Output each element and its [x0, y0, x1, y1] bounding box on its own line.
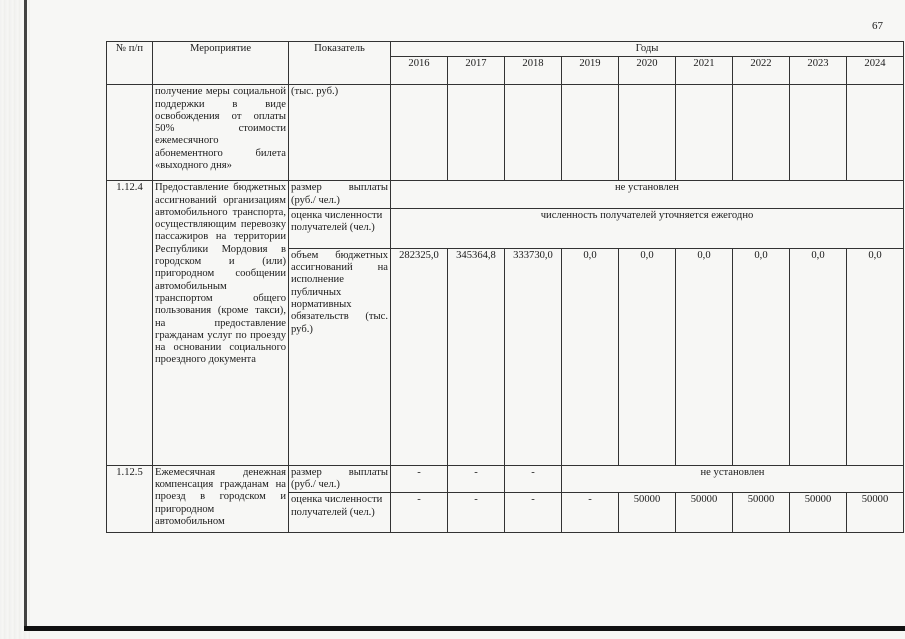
year-2020: 2020: [619, 57, 676, 85]
row-1124-2016: 282325,0: [391, 248, 448, 465]
table-row: [107, 85, 904, 181]
row-1124-2019: 0,0: [562, 248, 619, 465]
row-1125-event: Ежемесячная денежная компенсация гражданам на проезд в городском и пригородном автомобильном: [153, 465, 289, 533]
row-1124-ind3: объем бюджетных ассигнований на исполнение публичных нормативных обязательств (тыс. руб.): [289, 248, 391, 465]
row-1125-val1: не установлен: [562, 465, 904, 493]
row-1125-v2022: 50000: [733, 493, 790, 533]
header-num: № п/п: [107, 42, 153, 85]
header-event: Мероприятие: [153, 42, 289, 85]
scan-border-left: [24, 0, 27, 631]
year-2021: 2021: [676, 57, 733, 85]
row-1125-num: 1.12.5: [107, 465, 153, 533]
year-2022: 2022: [733, 57, 790, 85]
row-1124-ind1: размер выплаты (руб./ чел.): [289, 181, 391, 209]
row-1125-v2020: 50000: [619, 493, 676, 533]
row-1124-ind2: оценка численности получателей (чел.): [289, 208, 391, 248]
row-1125-v2024: 50000: [847, 493, 904, 533]
year-2023: 2023: [790, 57, 847, 85]
year-2016: 2016: [391, 57, 448, 85]
year-2019: 2019: [562, 57, 619, 85]
row-1125-2017: -: [448, 465, 505, 493]
scan-border-bottom: [24, 626, 905, 631]
row-1124-num: 1.12.4: [107, 181, 153, 466]
page-number: 67: [872, 20, 883, 32]
row-1125-v2018: -: [505, 493, 562, 533]
row-1125-ind2: оценка численности получателей (чел.): [289, 493, 391, 533]
row-1124-2021: 0,0: [676, 248, 733, 465]
row-1125-v2016: -: [391, 493, 448, 533]
cont-indicator: (тыс. руб.): [289, 85, 391, 181]
row-1124-event: Предоставление бюджетных ассигнований организациям автомобильного транспорта, осуществляющим перевозку пассажиров на территории Республики Мордовия в городском и (или) пригородном сообщении автомобильным транспортом общего пользования (кроме такси), на предоставление гражданам услуг по проезду на основании социального проездного документа: [153, 181, 289, 466]
header-years: Годы: [391, 42, 904, 57]
row-1124-2018: 333730,0: [505, 248, 562, 465]
row-1124-val1: не установлен: [391, 181, 904, 209]
year-2024: 2024: [847, 57, 904, 85]
row-1124-2023: 0,0: [790, 248, 847, 465]
row-1124-2020: 0,0: [619, 248, 676, 465]
row-1124-2017: 345364,8: [448, 248, 505, 465]
table-row: [107, 181, 904, 209]
cont-event: получение меры социальной поддержки в виде освобождения от оплаты 50% стоимости ежемесячного абонементного билета «выходного дня»: [153, 85, 289, 181]
row-1124-2022: 0,0: [733, 248, 790, 465]
row-1124-2024: 0,0: [847, 248, 904, 465]
table-row: [107, 465, 904, 493]
year-2017: 2017: [448, 57, 505, 85]
row-1125-2018: -: [505, 465, 562, 493]
row-1125-2016: -: [391, 465, 448, 493]
year-2018: 2018: [505, 57, 562, 85]
program-table: [106, 41, 904, 533]
row-1125-v2023: 50000: [790, 493, 847, 533]
row-1125-v2017: -: [448, 493, 505, 533]
header-indicator: Показатель: [289, 42, 391, 85]
row-1125-v2019: -: [562, 493, 619, 533]
row-1124-val2: численность получателей уточняется ежегодно: [391, 208, 904, 248]
row-1125-ind1: размер выплаты (руб./ чел.): [289, 465, 391, 493]
row-1125-v2021: 50000: [676, 493, 733, 533]
